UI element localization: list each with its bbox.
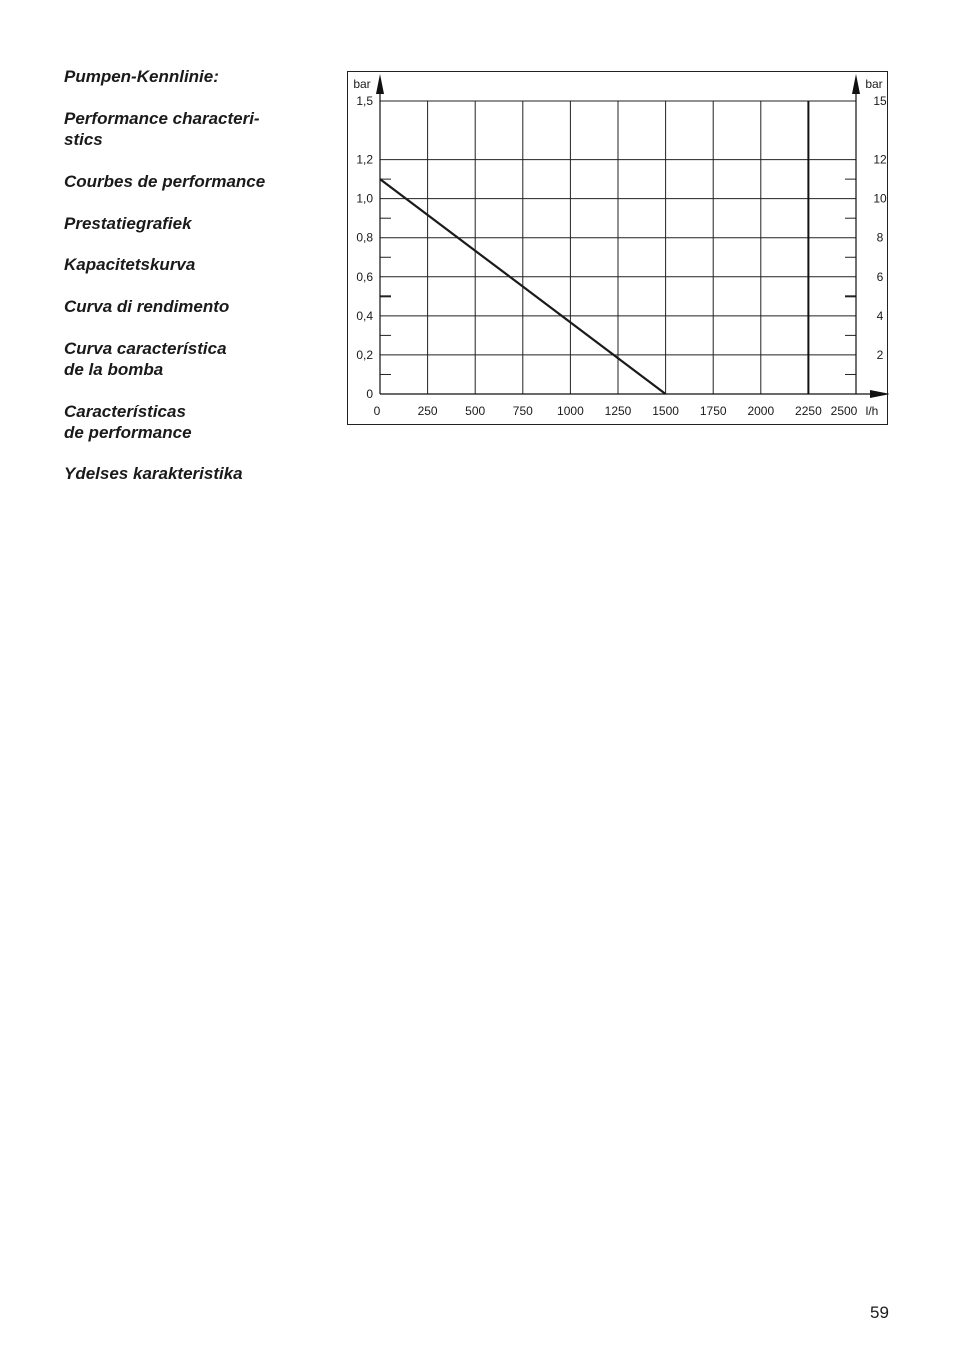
y-left-unit-label: bar (353, 77, 371, 91)
y-right-tick-label: 12 (873, 152, 887, 167)
x-tick-label: 2000 (747, 404, 775, 418)
y-left-tick-label: 0,4 (356, 308, 373, 323)
title-dutch: Prestatiegrafiek (64, 214, 192, 233)
x-tick-label: 2500 (830, 404, 858, 418)
x-tick-label: 1250 (604, 404, 632, 418)
pump-performance-chart (347, 71, 888, 425)
x-tick-label: 2250 (795, 404, 822, 418)
title-danish: Ydelses karakteristika (64, 464, 243, 483)
page-number: 59 (870, 1303, 889, 1322)
title-italian: Curva di rendimento (64, 297, 230, 316)
x-axis-arrow (870, 390, 889, 398)
y-left-tick-label: 1,5 (356, 94, 373, 108)
x-tick-label: 1000 (557, 404, 584, 418)
y-right-tick-label: 2 (876, 347, 884, 362)
y-right-tick-label: 4 (876, 308, 884, 323)
title-german: Pumpen-Kennlinie: (64, 67, 219, 86)
y-right-tick-label: 10 (873, 191, 887, 206)
y-axis-left-arrow (376, 74, 384, 94)
title-spanish: Curva característica de la bomba (64, 339, 227, 379)
x-tick-label: 0 (373, 404, 381, 418)
title-french: Courbes de performance (64, 172, 266, 191)
x-tick-label: 250 (417, 404, 438, 418)
y-left-tick-label: 0,6 (356, 269, 373, 284)
x-tick-label: 500 (465, 404, 486, 418)
y-right-tick-label: 15 (873, 94, 887, 108)
x-tick-label: 1500 (652, 404, 679, 418)
x-tick-label: 1750 (699, 404, 727, 418)
title-english: Performance characteri- stics (64, 109, 260, 149)
y-left-tick-label: 0,2 (356, 347, 373, 362)
y-left-tick-label: 0 (366, 387, 373, 401)
title-portuguese: Características de performance (64, 402, 192, 442)
chart-svg (348, 72, 889, 426)
x-tick-label: 750 (512, 404, 533, 418)
y-right-unit-label: bar (865, 77, 883, 91)
x-unit-label: l/h (865, 404, 879, 418)
y-axis-right-arrow (852, 74, 860, 94)
y-left-tick-label: 1,0 (356, 191, 373, 206)
y-left-tick-label: 1,2 (356, 152, 373, 167)
y-right-tick-label: 6 (876, 269, 884, 284)
y-left-tick-label: 0,8 (356, 230, 373, 245)
y-right-tick-label: 8 (876, 230, 884, 245)
title-swedish: Kapacitetskurva (64, 255, 196, 274)
